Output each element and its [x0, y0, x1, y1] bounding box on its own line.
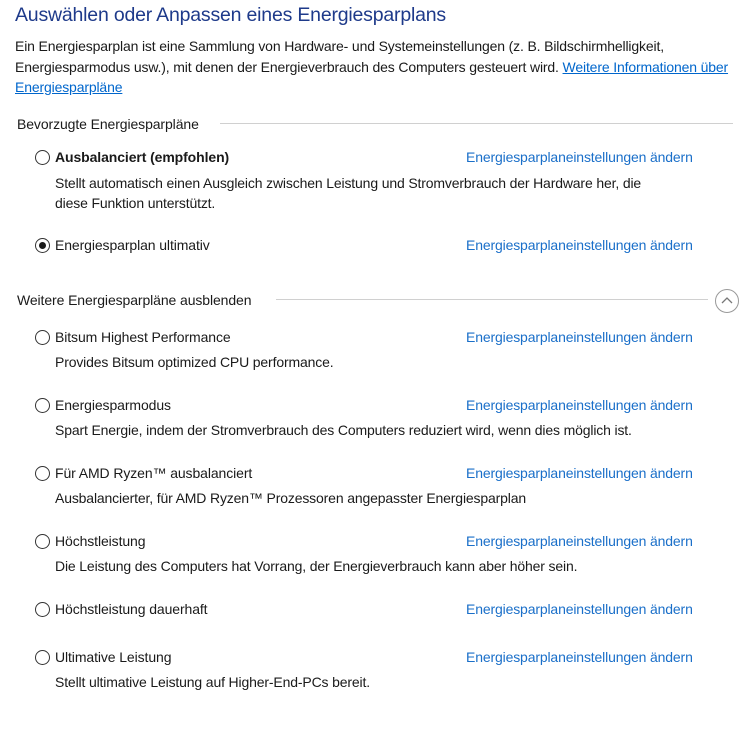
change-plan-settings-link[interactable]: Energiesparplaneinstellungen ändern	[466, 329, 693, 345]
change-plan-settings-link[interactable]: Energiesparplaneinstellungen ändern	[466, 533, 693, 549]
plan-name: Energiesparplan ultimativ	[55, 237, 210, 253]
plan-name: Ausbalanciert (empfohlen)	[55, 149, 230, 165]
plan-name: Für AMD Ryzen™ ausbalanciert	[55, 465, 253, 481]
plan-name: Bitsum Highest Performance	[55, 329, 231, 345]
radio-energiesparplan-ultimativ[interactable]	[35, 238, 50, 253]
divider	[220, 123, 733, 124]
plan-description: Provides Bitsum optimized CPU performance.	[55, 354, 334, 370]
plan-description: Stellt automatisch einen Ausgleich zwischen Leistung und Stromverbrauch der Hardware her, die	[55, 175, 642, 191]
radio-bitsum[interactable]	[35, 330, 50, 345]
preferred-plans-heading: Bevorzugte Energiesparpläne	[17, 116, 199, 132]
more-plans-heading[interactable]: Weitere Energiesparpläne ausblenden	[17, 292, 252, 308]
radio-ultimative-leistung[interactable]	[35, 650, 50, 665]
collapse-button[interactable]	[715, 289, 739, 313]
divider	[276, 299, 708, 300]
radio-amd-ryzen[interactable]	[35, 466, 50, 481]
intro-description: Ein Energiesparplan ist eine Sammlung von Hardware- und Systemeinstellungen (z. B. Bildschirmhelligkeit, Energiesparmodus usw.), mit denen der Energieverbrauch des Computers gesteuert wird.	[15, 38, 664, 75]
plan-description: Stellt ultimative Leistung auf Higher-End-PCs bereit.	[55, 674, 370, 690]
page-title: Auswählen oder Anpassen eines Energiesparplans	[15, 4, 446, 26]
intro-text	[15, 36, 740, 98]
change-plan-settings-link[interactable]: Energiesparplaneinstellungen ändern	[466, 601, 693, 617]
change-plan-settings-link[interactable]: Energiesparplaneinstellungen ändern	[466, 465, 693, 481]
plan-description: diese Funktion unterstützt.	[55, 195, 216, 211]
more-info-link[interactable]: Weitere Informationen über Energiesparpläne	[15, 58, 729, 95]
change-plan-settings-link[interactable]: Energiesparplaneinstellungen ändern	[466, 237, 693, 253]
radio-energiesparmodus[interactable]	[35, 398, 50, 413]
change-plan-settings-link[interactable]: Energiesparplaneinstellungen ändern	[466, 149, 693, 165]
plan-description: Die Leistung des Computers hat Vorrang, der Energieverbrauch kann aber höher sein.	[55, 558, 578, 574]
plan-name: Höchstleistung	[55, 533, 146, 549]
change-plan-settings-link[interactable]: Energiesparplaneinstellungen ändern	[466, 397, 693, 413]
plan-description: Ausbalancierter, für AMD Ryzen™ Prozessoren angepasster Energiesparplan	[55, 490, 527, 506]
plan-description: Spart Energie, indem der Stromverbrauch des Computers reduziert wird, wenn dies möglich ist.	[55, 422, 632, 438]
radio-hoechstleistung[interactable]	[35, 534, 50, 549]
radio-hoechstleistung-dauerhaft[interactable]	[35, 602, 50, 617]
change-plan-settings-link[interactable]: Energiesparplaneinstellungen ändern	[466, 649, 693, 665]
radio-ausbalanciert[interactable]	[35, 150, 50, 165]
plan-name: Ultimative Leistung	[55, 649, 172, 665]
plan-name: Energiesparmodus	[55, 397, 171, 413]
chevron-up-icon	[720, 294, 734, 308]
plan-name: Höchstleistung dauerhaft	[55, 601, 208, 617]
